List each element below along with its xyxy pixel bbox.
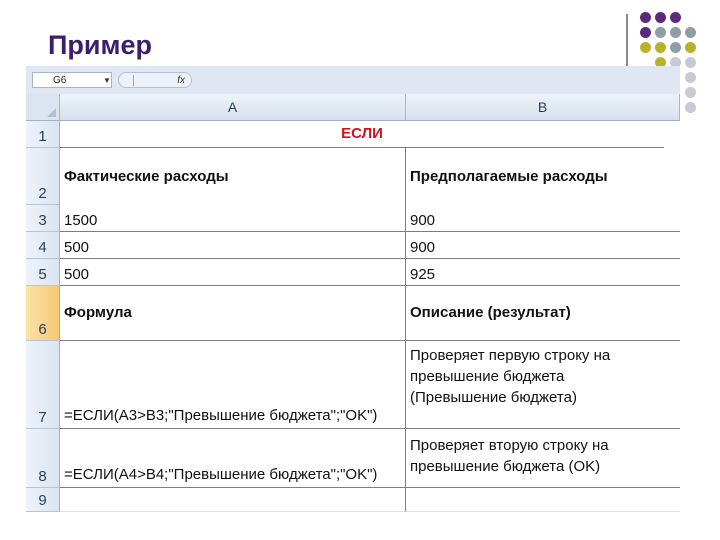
cell-b2[interactable] (406, 148, 680, 205)
cell-b3[interactable] (406, 205, 680, 232)
dot (640, 42, 651, 53)
dot (685, 57, 696, 68)
dot (670, 12, 681, 23)
cell-text: Описание (результат) (410, 304, 571, 321)
row-header[interactable] (26, 488, 60, 512)
row-header[interactable] (26, 429, 60, 488)
name-box-value: G6 (53, 75, 67, 86)
cell-a4[interactable] (60, 232, 406, 259)
cell-b5[interactable] (406, 259, 680, 286)
dot (670, 42, 681, 53)
cell-text: Формула (64, 304, 132, 321)
formula-bar (26, 66, 680, 95)
cell-text: 1500 (64, 212, 98, 229)
slide-title: Пример (48, 30, 152, 60)
cell-text: 500 (64, 239, 90, 256)
cell-text: =ЕСЛИ(A4>B4;"Превышение бюджета";"OK") (64, 466, 378, 483)
dot (655, 27, 666, 38)
dot (685, 27, 696, 38)
row-header[interactable] (26, 341, 60, 429)
cell-text: Проверяет первую строку на превышение бюджета (Превышение бюджета) (410, 347, 611, 406)
column-header-a[interactable]: A (60, 94, 406, 121)
cell-text: Фактические расходы (64, 168, 229, 185)
select-all-corner[interactable] (26, 94, 60, 121)
cell-a7[interactable] (60, 341, 406, 429)
cell-a8[interactable] (60, 429, 406, 488)
cell-b8[interactable] (406, 429, 680, 488)
insert-function-button[interactable] (118, 72, 192, 88)
dot (655, 12, 666, 23)
dot (685, 72, 696, 83)
dot (685, 42, 696, 53)
row-header[interactable] (26, 148, 60, 205)
cell-b6[interactable] (406, 286, 680, 341)
cell-text: 500 (64, 266, 90, 283)
cell-text: 900 (410, 212, 436, 229)
row-header[interactable] (26, 259, 60, 286)
dot (640, 27, 651, 38)
dot (685, 87, 696, 98)
cell-a6[interactable] (60, 286, 406, 341)
row-number: 5 (38, 266, 47, 283)
chevron-down-icon[interactable]: ▼ (103, 76, 111, 85)
row-number: 6 (38, 321, 47, 338)
cell-text: Предполагаемые расходы (410, 168, 608, 185)
row-number: 9 (38, 492, 47, 509)
row-number: 7 (38, 409, 47, 426)
row-number: 1 (38, 128, 47, 145)
cell-text: 925 (410, 266, 436, 283)
cell-a3[interactable] (60, 205, 406, 232)
row-header[interactable] (26, 121, 60, 148)
spreadsheet (26, 66, 680, 512)
cell-a9[interactable] (60, 488, 406, 512)
fx-icon: fx (177, 75, 185, 86)
cell-text: Проверяет вторую строку на превышение бюджета (OK) (410, 437, 609, 475)
row-number: 8 (38, 468, 47, 485)
dot (685, 102, 696, 113)
cell-a2[interactable] (60, 148, 406, 205)
row-header[interactable] (26, 205, 60, 232)
cell-b9[interactable] (406, 488, 680, 512)
cell-text: 900 (410, 239, 436, 256)
cell-b4[interactable] (406, 232, 680, 259)
cell-b7[interactable] (406, 341, 680, 429)
separator (133, 75, 134, 86)
row-number: 3 (38, 212, 47, 229)
select-all-icon (47, 108, 56, 117)
dot (640, 12, 651, 23)
name-box[interactable] (32, 72, 112, 88)
merged-cell-title[interactable]: ЕСЛИ (60, 121, 664, 148)
cell-a5[interactable] (60, 259, 406, 286)
row-number: 2 (38, 185, 47, 202)
row-number: 4 (38, 239, 47, 256)
column-header-b[interactable]: B (406, 94, 680, 121)
dot (670, 27, 681, 38)
cell-text: =ЕСЛИ(A3>B3;"Превышение бюджета";"OK") (64, 407, 378, 424)
dot (655, 42, 666, 53)
row-header[interactable] (26, 232, 60, 259)
row-header-selected[interactable] (26, 286, 60, 341)
